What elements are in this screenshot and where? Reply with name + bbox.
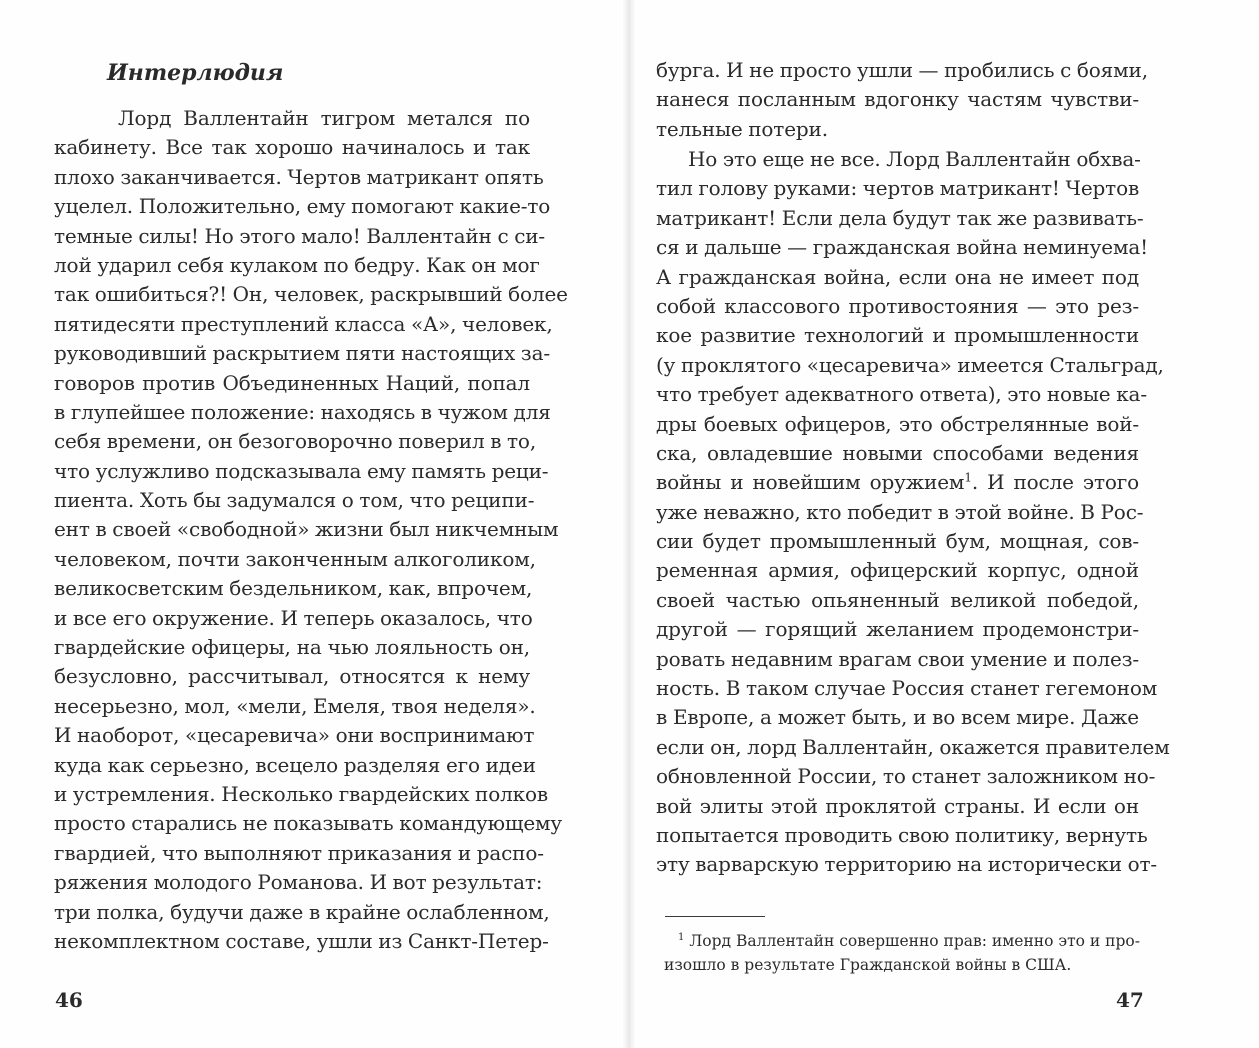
text-line: сии будет промышленный бум, мощная, сов- [656,529,1139,554]
page-number-right: 47 [1116,988,1144,1012]
text-line: что требует адекватного ответа), это новые ка- [656,382,1147,407]
text-line: нанеся посланным вдогонку частям чувстви- [656,87,1139,112]
text-line: попытается проводить свою политику, вернуть [656,822,1148,847]
text-fragment: . И после этого [971,470,1139,495]
right-page-paragraph-2 [656,145,1170,880]
text-line: пиента. Хоть бы задумался о том, что реципи- [54,488,535,513]
text-line: плохо заканчивается. Чертов матрикант опять [54,164,544,189]
footnote-line: изошло в результате Гражданской войны в США. [664,956,1072,974]
text-line: себя времени, он безоговорочно поверил в то, [54,429,537,454]
text-line: дры боевых офицеров, это обстрелянные вой- [656,411,1139,436]
text-line: и устремления. Несколько гвардейских полков [54,781,549,806]
text-line: несерьезно, мол, «мели, Емеля, твоя неделя». [54,693,536,718]
text-line: кое развитие технологий и промышленности [656,323,1139,348]
text-line: просто старались не показывать командующему [54,811,563,836]
text-line: в Европе, а может быть, и во всем мире. Даже [656,705,1139,730]
text-line: другой — горящий желанием продемонстри- [656,617,1139,642]
text-line: темные силы! Но этого мало! Валлентайн с си- [54,223,546,248]
text-line: вой элиты этой проклятой страны. И если он [656,793,1139,818]
text-line: своей частью опьяненный великой победой, [656,587,1139,612]
text-line: тельные потери. [656,116,828,141]
text-line: руководивший раскрытием пяти настоящих за- [54,341,550,366]
text-line: говоров против Объединенных Наций, попал [54,370,530,395]
right-page-paragraph-1 [656,56,1148,144]
footnote-divider [665,916,765,917]
text-line: и все его окружение. И теперь оказалось, что [54,605,533,630]
text-line: если он, лорд Валлентайн, окажется правителем [656,734,1170,759]
text-line: гвардией, что выполняют приказания и распо- [54,840,544,865]
text-line: куда как серьезно, всецело разделяя его идеи [54,752,536,777]
text-line: безусловно, рассчитывал, относятся к нему [54,664,530,689]
text-line: ся и дальше — гражданская война неминуема! [656,235,1149,260]
text-line: бурга. И не просто ушли — пробились с боями, [656,58,1148,82]
text-line: эту варварскую территорию на исторически от- [656,852,1158,877]
text-line: ность. В таком случае Россия станет гегемоном [656,676,1158,701]
text-line: Но это еще не все. Лорд Валлентайн обхва- [688,147,1141,171]
text-line: лой ударил себя кулаком по бедру. Как он мог [54,252,540,277]
text-line: в глупейшее положение: находясь в чужом для [54,399,551,424]
footnote-line [656,929,1139,953]
text-line: кабинету. Все так хорошо начиналось и так [54,135,530,160]
text-line: ска, овладевшие новыми способами ведения [656,440,1139,465]
page-number-left: 46 [55,988,83,1012]
text-line: обновленной России, то станет заложником но- [656,764,1156,789]
text-line: человеком, почти законченным алкоголиком, [54,546,536,571]
text-line-with-footnote [656,468,1139,497]
text-line: И наоборот, «цесаревича» они воспринимают [54,723,535,748]
text-line: уцелел. Положительно, ему помогают какие-то [54,194,551,219]
text-line: три полка, будучи даже в крайне ослабленном, [54,899,550,924]
text-line: ряжения молодого Романова. И вот результат: [54,870,543,895]
text-line: гвардейские офицеры, на чью лояльность он, [54,635,530,660]
text-line: некомплектном составе, ушли из Санкт-Петер- [54,928,549,953]
footnote-text: Лорд Валлентайн совершенно прав: именно это и про- [689,932,1140,950]
text-line: Лорд Валлентайн тигром метался по [118,106,530,130]
text-line: ровать недавним врагам свои умение и полез- [656,646,1139,671]
text-line: матрикант! Если дела будут так же развивать- [656,205,1144,230]
text-line: (у проклятого «цесаревича» имеется Стальград, [656,352,1164,377]
text-line: великосветским бездельником, как, впрочем, [54,576,533,601]
text-line: так ошибиться?! Он, человек, раскрывший более [54,282,568,307]
text-line: пятидесяти преступлений класса «А», человек, [54,311,553,336]
text-line: ент в своей «свободной» жизни был никчемным [54,517,559,542]
text-line: собой классового противостояния — это рез- [656,293,1139,318]
book-gutter [622,0,636,1048]
footnote-number: 1 [678,931,685,943]
running-header: Интерлюдия [107,60,284,86]
text-line: ременная армия, офицерский корпус, одной [656,558,1139,583]
text-fragment: войны и новейшим оружием [656,470,965,495]
footnote [656,929,1139,977]
footnote-reference[interactable]: 1 [964,470,972,485]
text-line: тил голову руками: чертов матрикант! Чертов [656,176,1140,201]
left-page-body [54,104,568,956]
text-line: уже неважно, кто победит в этой войне. В Рос- [656,499,1144,524]
text-line: что услужливо подсказывала ему память реци- [54,458,549,483]
text-line: А гражданская война, если она не имеет под [656,264,1139,289]
